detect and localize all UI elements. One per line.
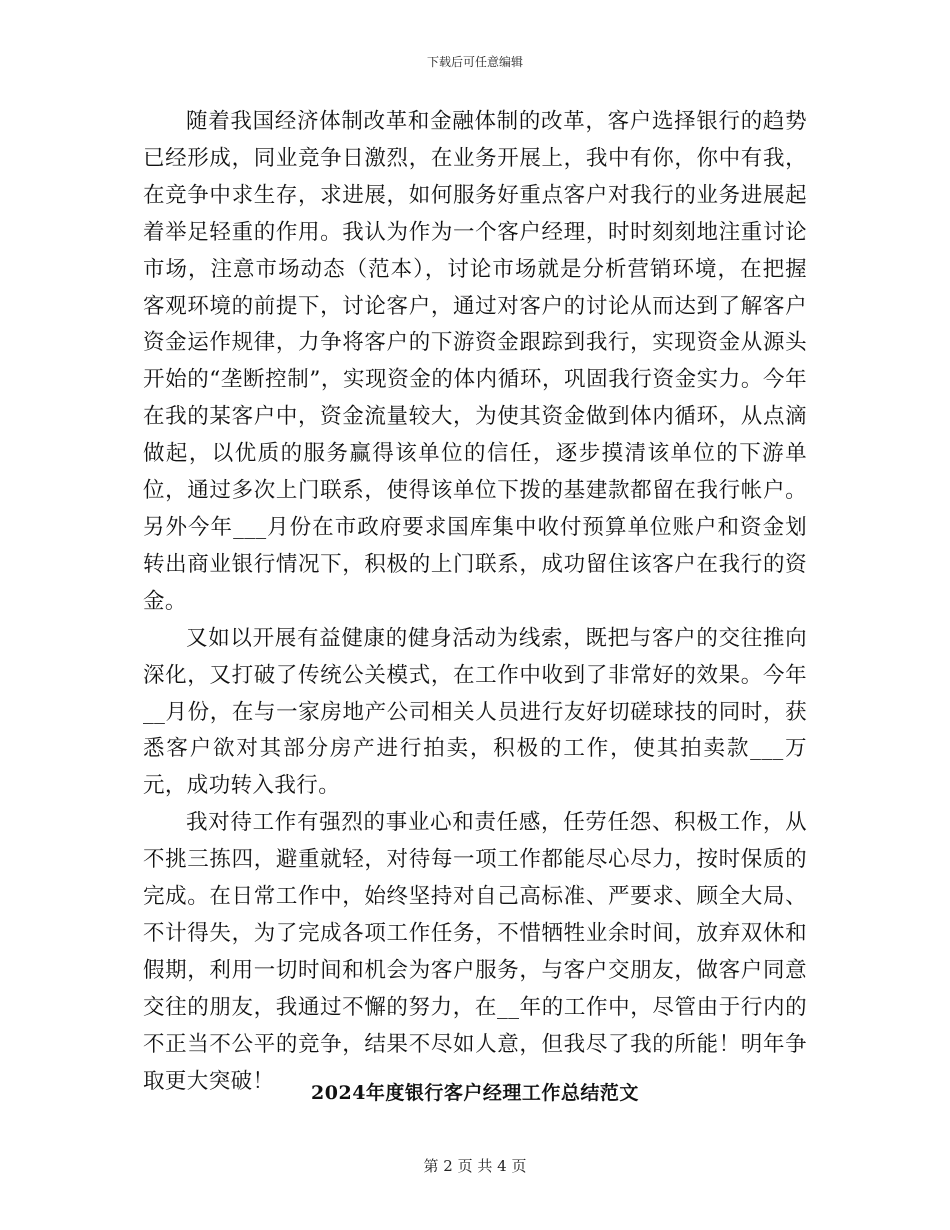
page-number: 第 2 页 共 4 页: [423, 1157, 527, 1175]
section-title: 2024年度银行客户经理工作总结范文: [311, 1082, 639, 1104]
paragraph-2: 又如以开展有益健康的健身活动为线索，既把与客户的交往推向深化，又打破了传统公关模式，在工作中收到了非常好的效果。今年__月份，在与一家房地产公司相关人员进行友好切磋球技的同时，获悉客户欲对其部分房产进行拍卖，积极的工作，使其拍卖款___万元，成功转入我行。: [143, 625, 807, 799]
document-body: [143, 104, 807, 1100]
header-note: 下载后可任意编辑: [426, 55, 523, 69]
paragraph-3: 我对待工作有强烈的事业心和责任感，任劳任怨、积极工作，从不挑三拣四，避重就轻，对待每一项工作都能尽心尽力，按时保质的完成。在日常工作中，始终坚持对自己高标准、严要求、顾全大局、不计得失，为了完成各项工作任务，不惜牺牲业余时间，放弃双休和假期，利用一切时间和机会为客户服务，与客户交朋友，做客户同意交往的朋友，我通过不懈的努力，在__年的工作中，尽管由于行内的不正当不公平的竞争，结果不尽如人意，但我尽了我的所能！明年争取更大突破！: [143, 810, 807, 1094]
paragraph-1: 随着我国经济体制改革和金融体制的改革，客户选择银行的趋势已经形成，同业竞争日激烈，在业务开展上，我中有你，你中有我，在竞争中求生存，求进展，如何服务好重点客户对我行的业务进展起着举足轻重的作用。我认为作为一个客户经理，时时刻刻地注重讨论市场，注意市场动态（范本），讨论市场就是分析营销环境，在把握客观环境的前提下，讨论客户，通过对客户的讨论从而达到了解客户资金运作规律，力争将客户的下游资金跟踪到我行，实现资金从源头开始的“垄断控制”，实现资金的体内循环，巩固我行资金实力。今年在我的某客户中，资金流量较大，为使其资金做到体内循环，从点滴做起，以优质的服务赢得该单位的信任，逐步摸清该单位的下游单位，通过多次上门联系，使得该单位下拨的基建款都留在我行帐户。另外今年___月份在市政府要求国库集中收付预算单位账户和资金划转出商业银行情况下，积极的上门联系，成功留住该客户在我行的资金。: [143, 109, 807, 614]
